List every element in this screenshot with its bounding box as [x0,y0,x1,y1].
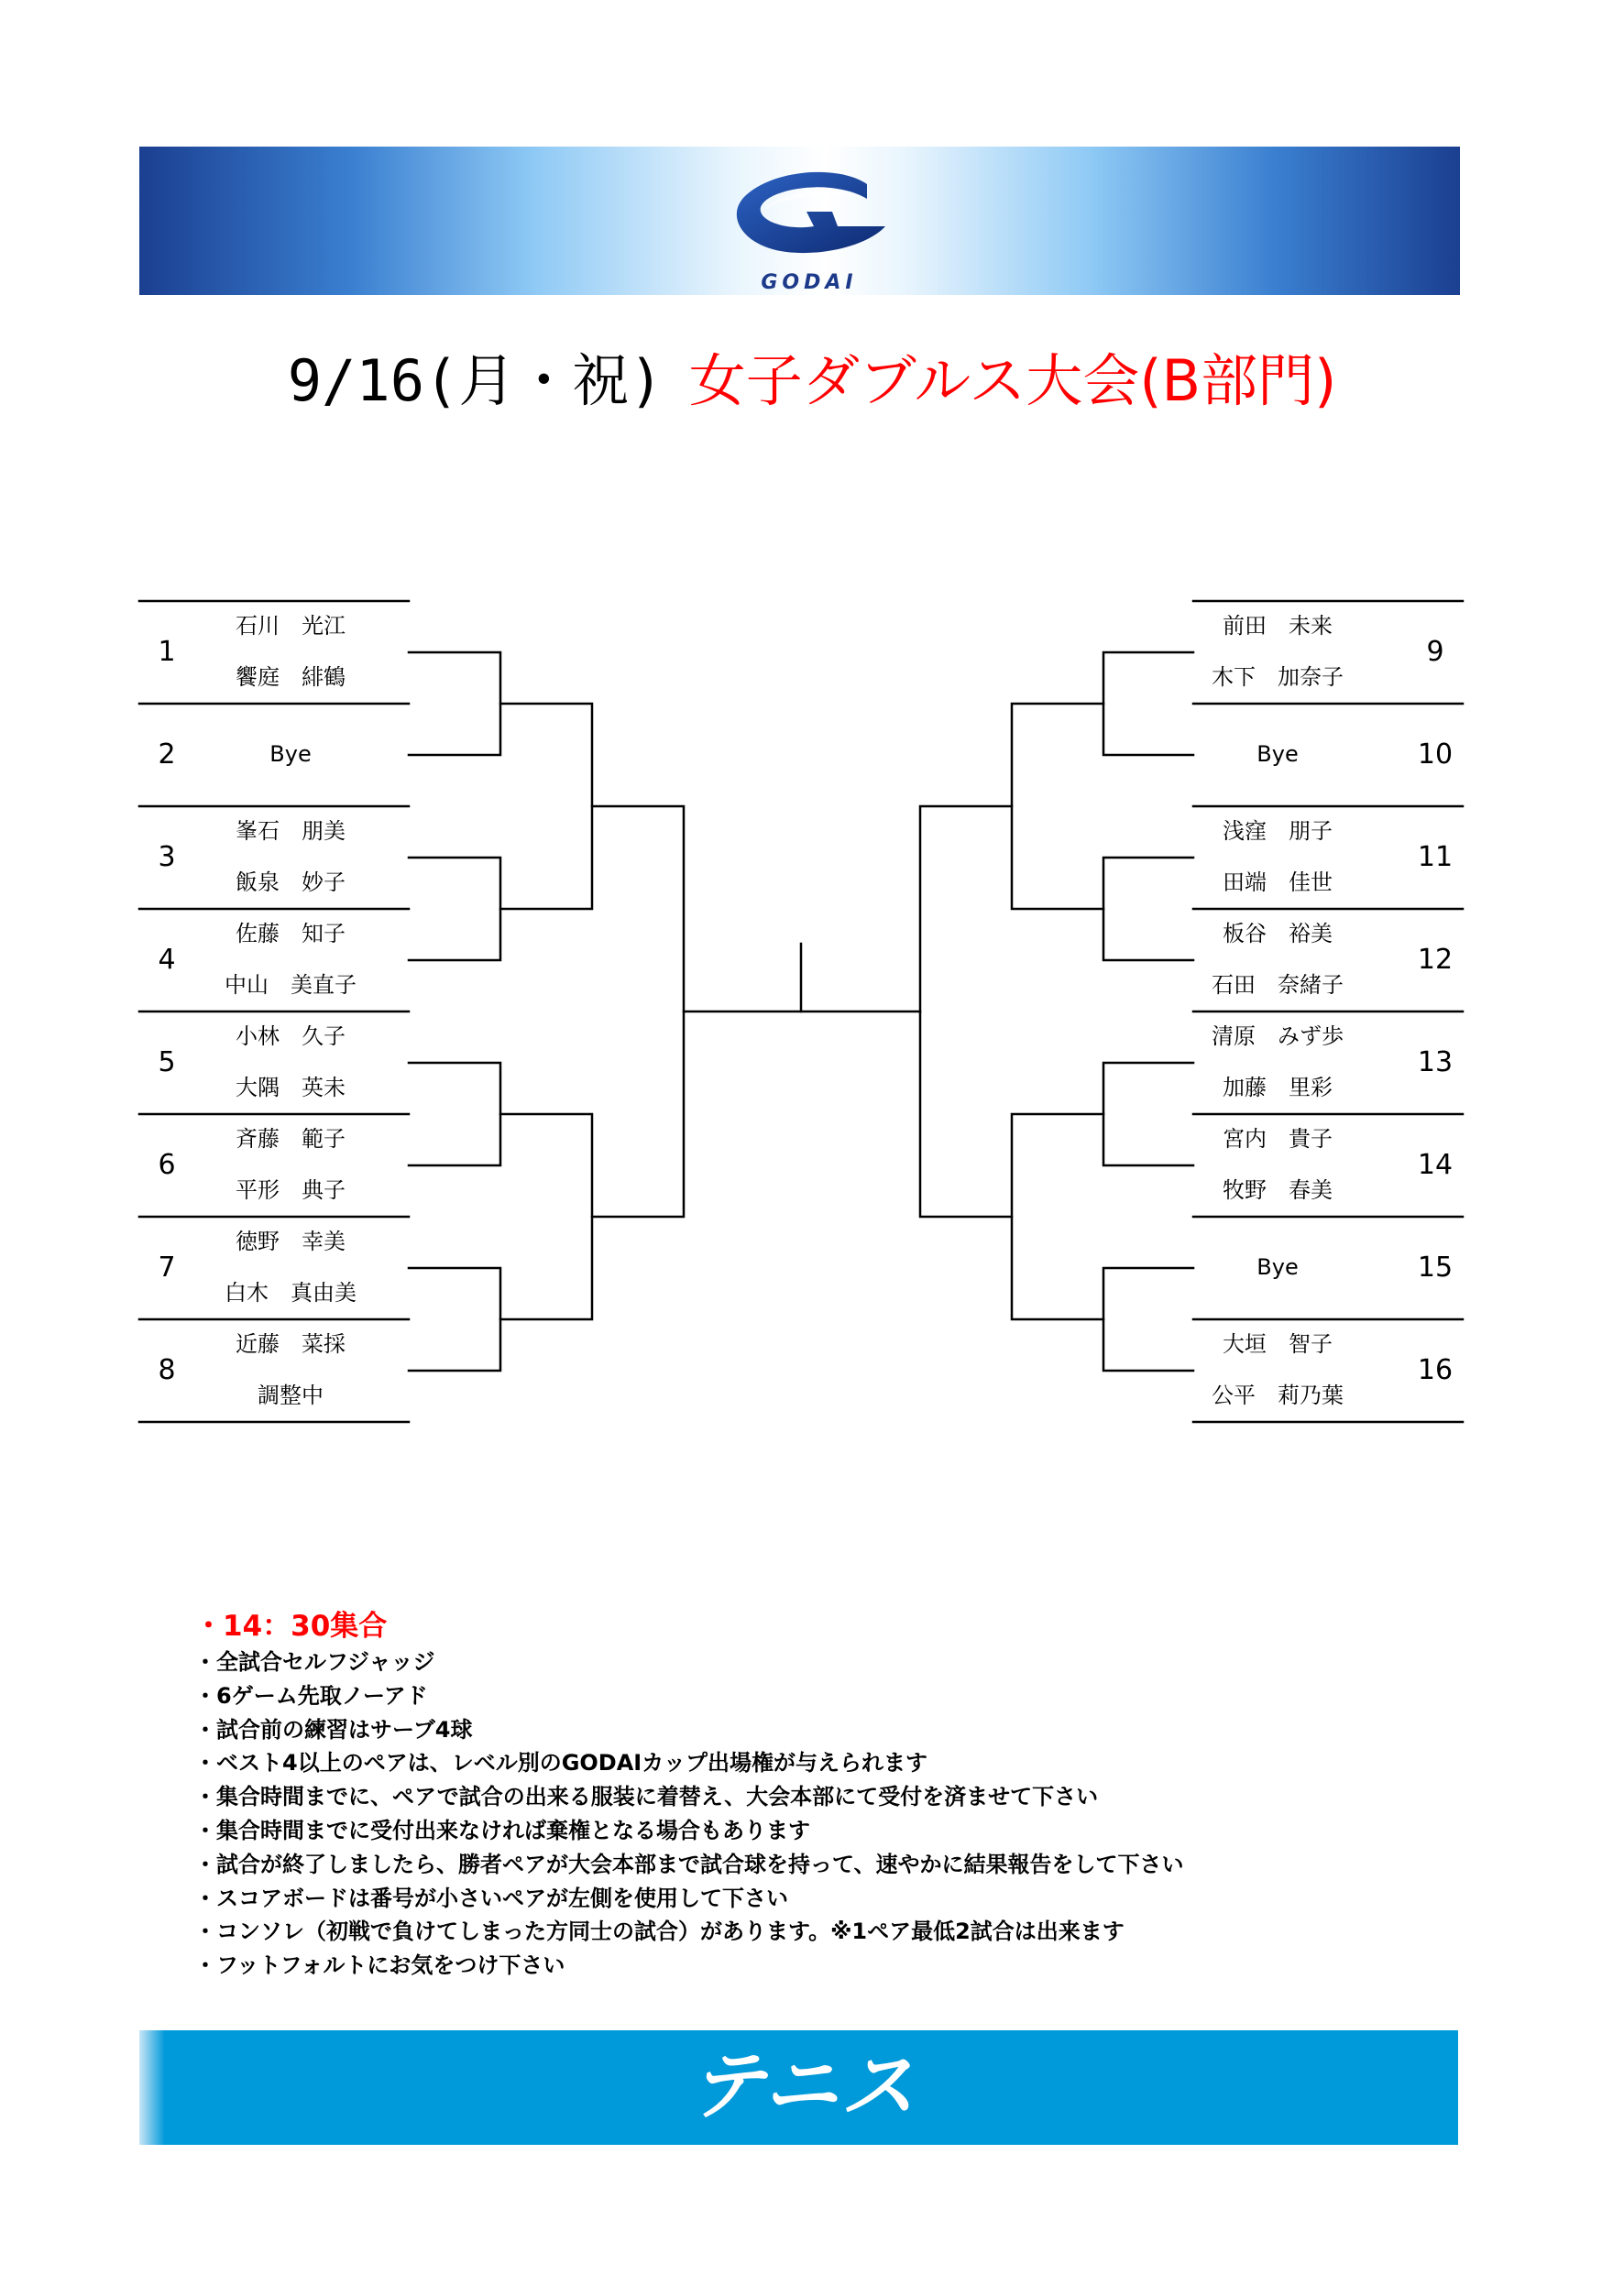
player-name: 小林 久子 [236,1023,346,1049]
seed-number: 14 [1417,1149,1454,1181]
godai-logo-text: GODAI [761,271,858,294]
bracket-entry-13 [1193,1011,1463,1114]
player-name: 板谷 裕美 [1223,921,1333,946]
player-name: 斉藤 範子 [236,1126,346,1152]
bracket-entry-4 [139,909,409,1011]
seed-number: 3 [158,841,176,873]
seed-number: 12 [1417,944,1454,976]
seed-number: 6 [158,1149,176,1181]
footer-tennis-text: テニス [689,2043,917,2130]
player-name: 白木 真由美 [225,1280,357,1306]
player-name: 清原 みず歩 [1212,1023,1344,1049]
player-name: 浅窪 朋子 [1223,818,1333,844]
player-name: 宮内 貴子 [1223,1126,1333,1152]
bye-label: Bye [1256,1254,1299,1280]
player-name: 飯泉 妙子 [236,869,346,895]
bracket-entry-12 [1193,909,1463,1011]
note-item: ・全試合セルフジャッジ [194,1649,435,1675]
bracket-entry-16 [1193,1319,1463,1422]
bracket-entry-10 [1193,704,1463,806]
bracket-entry-11 [1193,806,1463,909]
player-name: 大垣 智子 [1223,1331,1333,1357]
bracket-entry-15 [1193,1217,1463,1319]
seed-number: 13 [1417,1046,1454,1078]
seed-number: 16 [1417,1354,1454,1386]
bracket-entry-8 [139,1319,409,1422]
player-name: 加藤 里彩 [1223,1075,1333,1100]
player-name: 石田 奈緒子 [1212,972,1344,998]
bracket-entry-7 [139,1217,409,1319]
seed-number: 15 [1417,1252,1454,1284]
seed-number: 5 [158,1046,176,1078]
note-item: ・ベスト4以上のペアは、レベル別のGODAIカップ出場権が与えられます [194,1750,927,1777]
player-name: 調整中 [258,1383,324,1408]
bracket-entry-5 [139,1011,409,1114]
bracket-entry-9 [1193,601,1463,704]
bracket-entry-1 [139,601,409,704]
player-name: 大隅 英未 [236,1075,346,1100]
title-date: 9/16(月・祝) [287,347,664,414]
player-name: 平形 典子 [236,1177,346,1203]
player-name: 公平 莉乃葉 [1212,1383,1344,1408]
seed-number: 2 [158,738,176,771]
note-item: ・試合前の練習はサーブ4球 [194,1716,473,1743]
player-name: 前田 未来 [1223,613,1333,639]
player-name: 木下 加奈子 [1212,664,1344,690]
note-item: ・フットフォルトにお気をつけ下さい [194,1952,565,1979]
seed-number: 8 [158,1354,176,1386]
bye-label: Bye [269,741,312,767]
player-name: 峯石 朋美 [236,818,346,844]
player-name: 中山 美直子 [225,972,357,998]
seed-number: 11 [1417,841,1454,873]
player-name: 近藤 菜採 [236,1331,346,1357]
bye-label: Bye [1256,741,1299,767]
meeting-time-heading: ・14：30集合 [194,1610,388,1643]
seed-number: 1 [158,636,176,668]
bracket-entry-6 [139,1114,409,1217]
bracket-entry-14 [1193,1114,1463,1217]
player-name: 饗庭 緋鶴 [236,664,346,690]
seed-number: 7 [158,1252,176,1284]
bracket-entry-2 [139,704,409,806]
player-name: 田端 佳世 [1223,869,1333,895]
note-item: ・集合時間までに、ペアで試合の出来る服装に着替え、大会本部にて受付を済ませて下さい [194,1784,1099,1810]
player-name: 石川 光江 [236,613,346,639]
bracket-entry-3 [139,806,409,909]
player-name: 徳野 幸美 [236,1229,346,1254]
seed-number: 4 [158,944,176,976]
note-item: ・コンソレ（初戦で負けてしまった方同士の試合）があります。※1ペア最低2試合は出来ます [194,1919,1125,1945]
player-name: 佐藤 知子 [236,921,346,946]
note-item: ・6ゲーム先取ノーアド [194,1682,428,1709]
player-name: 牧野 春美 [1223,1177,1333,1203]
note-item: ・スコアボードは番号が小さいペアが左側を使用して下さい [194,1885,788,1911]
seed-number: 9 [1426,636,1444,668]
title-event: 女子ダブルス大会(B部門) [688,347,1337,414]
notes-section [194,1609,1459,1983]
note-item: ・集合時間までに受付出来なければ棄権となる場合もあります [194,1817,810,1843]
note-item: ・試合が終了しましたら、勝者ペアが大会本部まで試合球を持って、速やかに結果報告をして下さい [194,1851,1184,1877]
seed-number: 10 [1417,738,1454,771]
